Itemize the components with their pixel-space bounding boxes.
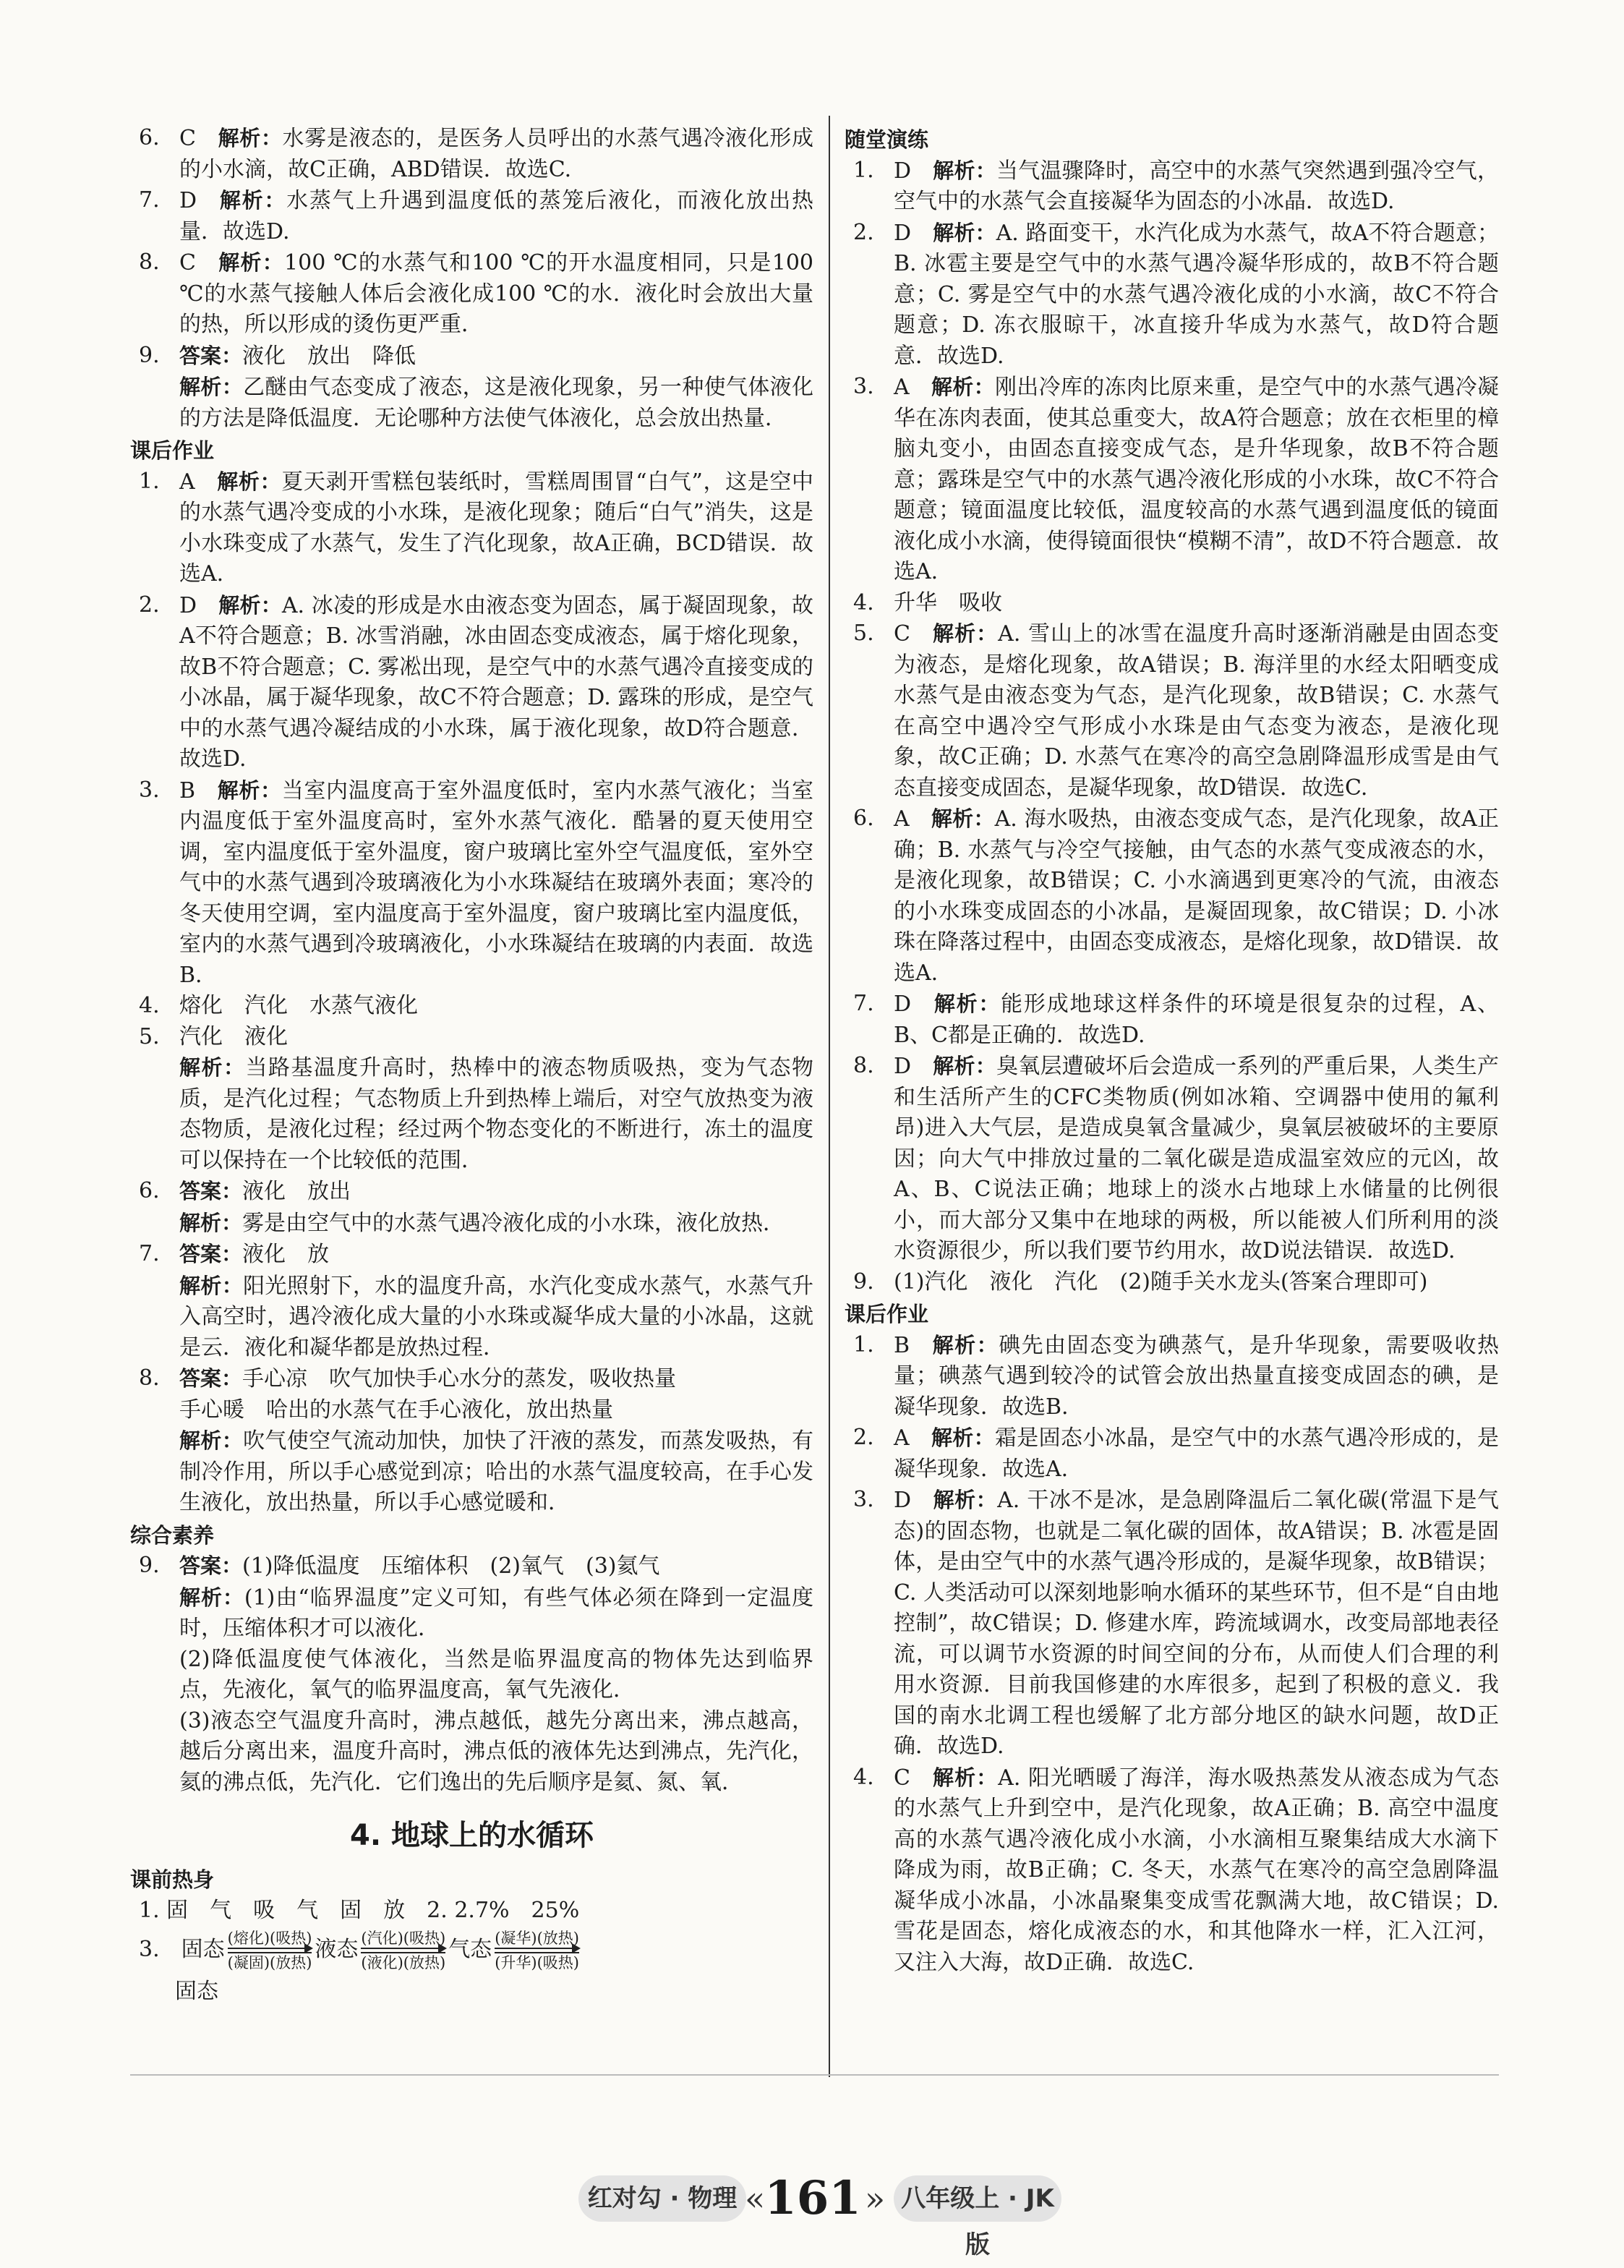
item-number: 5. — [139, 1023, 160, 1049]
item-number: 5. — [853, 621, 874, 646]
answer-text: 夏天剥开雪糕包装纸时，雪糕周围冒“白气”，这是空中的水蒸气遇冷变成的小水珠，是液化现象；随后“白气”消失，这是小水珠变成了水蒸气，发生了汽化现象，故A正确，BCD错误．故选A. — [179, 469, 813, 587]
item-number: 9. — [139, 342, 160, 368]
answer-choice: C — [179, 126, 196, 151]
answer-choice: B — [894, 1332, 910, 1358]
left-column — [130, 123, 821, 2008]
answer-choice: C — [894, 1765, 910, 1791]
answer-text: 刚出冷库的冻肉比原来重，是空气中的水蒸气遇冷凝华在冻肉表面，使其总重变大，故A符合题意；放在衣柜里的樟脑丸变小，由固态直接变成气态，是升华现象，故B不符合题意；露珠是空气中的水蒸气遇冷液化形成的小水珠，故C不符合题意；镜面温度比较低，温度较高的水蒸气遇到温度低的镜面液化成小水滴，使得镜面很快“模糊不清”，故D不符合题意．故选A. — [894, 375, 1499, 584]
answer-text: 阳光照射下，水的温度升高，水汽化变成水蒸气，水蒸气升入高空时，遇冷液化成大量的小水珠或凝华成大量的小冰晶，这就是云．液化和凝华都是放热过程． — [179, 1273, 813, 1360]
answer-subline — [130, 1582, 813, 1799]
answer-label: 解析： — [179, 1273, 244, 1298]
answer-text: 水蒸气上升遇到温度低的蒸笼后液化，而液化放出热量．故选D. — [179, 188, 813, 244]
answer-text: 碘先由固态变为碘蒸气，是升华现象，需要吸收热量；碘蒸气遇到较冷的试管会放出热量直接变成固态的碘，是凝华现象．故选B. — [894, 1332, 1499, 1420]
arrow-forward — [361, 1948, 445, 1952]
footer-right-quote: » — [865, 2179, 886, 2218]
item-number: 4. — [853, 589, 874, 615]
arrow-forward — [228, 1948, 312, 1952]
answer-label: 解析： — [931, 1765, 999, 1790]
item-number: 3. — [139, 1937, 160, 1962]
item-number: 8. — [139, 250, 160, 275]
answer-item — [845, 1330, 1499, 1423]
answer-item — [845, 1485, 1499, 1762]
answer-label: 答案： — [179, 1179, 243, 1203]
answer-text: 当室内温度高于室外温度低时，室内水蒸气液化；当室内温度低于室外温度高时，室外水蒸气液化．酷暑的夏天使用空调，室内温度低于室外温度，窗户玻璃比室外空气温度低，室外空气中的水蒸气遇到冷玻璃液化为小水珠凝结在玻璃外表面；寒冷的冬天使用空调，室内温度高于室外温度，窗户玻璃比室内温度低，室内的水蒸气遇到冷玻璃液化，小水珠凝结在玻璃的内表面．故选B. — [179, 777, 813, 988]
answer-text: A. 路面变干，水汽化成为水蒸气，故A不符合题意；B. 冰雹主要是空气中的水蒸气遇冷凝华形成的，故B不符合题意；C. 雾是空气中的水蒸气遇冷液化成的小水滴，故C不符合题意；D. 冻衣服晾干，冰直接升华成为水蒸气，故D符合题意．故选D. — [894, 220, 1499, 369]
answer-choice: D — [179, 592, 197, 618]
answer-item — [845, 1423, 1499, 1485]
answer-item — [845, 989, 1499, 1051]
state-gas: 气态 — [448, 1937, 492, 1962]
item-number: 2. — [853, 219, 874, 245]
item-number: 3. — [853, 1487, 874, 1512]
answer-label: 解析： — [217, 777, 282, 803]
answer-item — [845, 1267, 1499, 1298]
answer-subline — [130, 1052, 813, 1176]
answer-label: 解析： — [933, 1488, 998, 1512]
answer-text: 液化 放出 — [242, 1179, 351, 1204]
item-number: 9. — [853, 1269, 874, 1295]
section-heading: 综合素养 — [130, 1522, 215, 1548]
answer-item — [130, 1022, 813, 1053]
answer-item — [130, 590, 813, 775]
answer-text: 雾是由空气中的水蒸气遇冷液化成的小水珠，液化放热． — [242, 1210, 785, 1236]
item-number: 7. — [139, 187, 160, 213]
answer-text: A. 雪山上的冰雪在温度升高时逐渐消融是由固态变为液态，是熔化现象，故A错误；B. 海洋里的水经太阳晒变成水蒸气是由液态变为气态，是汽化现象，故B错误；C. 水蒸气在高空中遇冷空气形成小水珠是由气态变为液态，是液化现象，故C正确；D. 水蒸气在寒冷的高空急剧降温形成雪是由气态直接变成固态，是凝华现象，故D错误．故选C. — [894, 621, 1499, 801]
answer-item — [845, 803, 1499, 989]
answer-label: 解析： — [218, 188, 287, 213]
answer-text: 臭氧层遭破坏后会造成一系列的严重后果，人类生产和生活所产生的CFC类物质(例如冰箱、空调器中使用的氟利昂)进入大气层，是造成臭氧含量减少，臭氧层被破坏的主要原因；向大气中排放过量的二氧化碳是造成温室效应的元凶，故A、B、C说法正确；地球上的淡水占地球上水储量的比例很小，而大部分又集中在地球的两极，所以能被人们所利用的淡水资源很少，所以我们要节约用水，故D说法错误．故选D. — [894, 1054, 1499, 1263]
column-divider — [829, 116, 830, 2077]
answer-choice: D — [179, 188, 197, 213]
item-number: 6. — [139, 125, 160, 150]
answer-text: 100 ℃的水蒸气和100 ℃的开水温度相同，只是100 ℃的水蒸气接触人体后会液化成100 ℃的水．液化时会放出大量的热，所以形成的烫伤更严重． — [179, 250, 821, 337]
answer-label: 解析： — [933, 992, 1001, 1016]
answer-label: 解析： — [931, 1332, 999, 1357]
item-number: 2. — [853, 1425, 874, 1450]
answer-item — [845, 1762, 1506, 1979]
answer-label: 答案： — [179, 1553, 243, 1578]
answer-item — [130, 775, 813, 992]
answer-item — [845, 1051, 1499, 1267]
warmup-answers: 1. 固 气 吸 气 固 放 2. 2.7% 25% — [139, 1897, 580, 1923]
answer-choice: A — [894, 375, 910, 400]
arrow-top-label: (凝华)(放热) — [495, 1930, 579, 1947]
answer-item — [130, 247, 821, 341]
arrow-top-label: (汽化)(吸热) — [361, 1930, 446, 1947]
answer-choice: B — [179, 777, 196, 803]
answer-label: 解析： — [218, 592, 282, 618]
answer-text: (1)由“临界温度”定义可知，有些气体必须在降到一定温度时，压缩体积才可以液化． (2)降低温度使气体液化，当然是临界温度高的物体先达到临界点，先液化，氧气的临界温度高，氧气先液化． (3)液态空气温度升高时，沸点越低，越先分离出来，沸点越高，越后分离出来，温度升高时，沸点低的液体先达到沸点，先汽化，氦的沸点低，先汽化．它们逸出的先后顺序是氦、氮、氧． — [179, 1585, 813, 1795]
right-column — [845, 123, 1506, 1978]
answer-text: 当气温骤降时，高空中的水蒸气突然遇到强冷空气，空气中的水蒸气会直接凝华为固态的小冰晶．故选D. — [894, 158, 1499, 214]
footer-rule — [130, 2074, 1499, 2076]
answer-item — [130, 991, 813, 1022]
answer-label: 解析： — [933, 1054, 996, 1078]
answer-text: 乙醚由气态变成了液态，这是液化现象，另一种使气体液化的方法是降低温度．无论哪种方法使气体液化，总会放出热量． — [179, 375, 813, 431]
arrow-bottom-label: (凝固)(放热) — [227, 1954, 312, 1971]
answer-choice: A — [894, 1425, 910, 1451]
answer-label: 解析： — [933, 158, 996, 183]
answer-text: A. 海水吸热，由液态变成气态，是汽化现象，故A正确；B. 水蒸气与冷空气接触，由气态的水蒸气变成液态的水，是液化现象，故B错误；C. 小水滴遇到更寒冷的气流，由液态的小水珠变成固态的小冰晶，是凝固现象，故C错误；D. 小冰珠在降落过程中，由固态变成液态，是熔化现象，故D错误．故选A. — [894, 806, 1499, 986]
answer-item — [845, 155, 1499, 218]
item-number: 7. — [139, 1241, 160, 1266]
item-number: 4. — [853, 1764, 874, 1790]
answer-label: 答案： — [179, 1366, 243, 1391]
answer-label: 解析： — [217, 126, 283, 150]
section-heading: 随堂演练 — [845, 127, 929, 152]
answer-label: 解析： — [179, 1585, 244, 1610]
answer-item — [130, 341, 813, 372]
answer-choice: C — [894, 621, 910, 647]
answer-item — [130, 123, 813, 185]
answer-choice: D — [894, 220, 912, 246]
answer-choice: C — [179, 250, 196, 276]
item-number: 6. — [139, 1178, 160, 1203]
answer-text: 当路基温度升高时，热棒中的液态物质吸热，变为气态物质，是汽化过程；气态物质上升到热棒上端后，对空气放热变为液态物质，是液化过程；经过两个物态变化的不断进行，冻土的温度可以保持在一个比较低的范围． — [179, 1055, 813, 1173]
answer-text: 能形成地球这样条件的环境是很复杂的过程，A、B、C都是正确的．故选D. — [894, 992, 1499, 1048]
answer-choice: D — [894, 1054, 912, 1079]
answer-subline — [130, 1208, 813, 1240]
answer-label: 答案： — [179, 343, 243, 368]
answer-label: 解析： — [179, 375, 244, 399]
answer-item — [130, 1239, 813, 1271]
item-number: 6. — [853, 806, 874, 831]
answer-choice: D — [894, 1488, 912, 1513]
item-number: 8. — [853, 1053, 874, 1078]
answer-text: 吹气使空气流动加快，加快了汗液的蒸发，而蒸发吸热，有制冷作用，所以手心感觉到凉；哈出的水蒸气温度较高，在手心发生液化，放出热量，所以手心感觉暖和． — [179, 1428, 813, 1515]
section-heading: 课后作业 — [130, 438, 215, 463]
answer-label: 解析： — [179, 1055, 246, 1080]
answer-label: 解析： — [931, 621, 999, 646]
item-number: 1. — [853, 1331, 874, 1357]
answer-item — [130, 466, 813, 590]
answer-text: 汽化 液化 — [179, 1023, 288, 1049]
state-liquid: 液态 — [315, 1937, 359, 1962]
answer-item — [130, 1363, 813, 1425]
answer-item — [845, 588, 1499, 619]
state-solid: 固态 — [181, 1937, 225, 1962]
answer-choice: D — [894, 992, 912, 1017]
page-footer — [0, 2162, 1624, 2259]
footer-book-label: 红对勾 · 物理 — [578, 2175, 746, 2222]
answer-subline — [130, 1271, 813, 1364]
answer-text: (1)降低温度 压缩体积 (2)氧气 (3)氦气 — [242, 1553, 660, 1579]
arrow-bottom-label: (液化)(放热) — [361, 1954, 446, 1971]
answer-text: 升华 吸收 — [894, 589, 1002, 615]
item-number: 7. — [853, 991, 874, 1016]
item-number: 1. — [139, 468, 160, 494]
answer-item — [130, 1551, 813, 1582]
answer-text: 水雾是液态的，是医务人员呼出的水蒸气遇冷液化形成的小水滴，故C正确，ABD错误．故选C. — [179, 126, 813, 182]
answer-subline — [130, 372, 813, 434]
answer-choice: D — [894, 158, 912, 184]
answer-text: 液化 放 — [242, 1242, 330, 1267]
answer-subline — [130, 1425, 813, 1519]
answer-choice: A — [179, 469, 195, 495]
page-number: 161 — [764, 2171, 861, 2225]
answer-item — [130, 1176, 813, 1208]
item-number: 3. — [853, 374, 874, 399]
answer-label: 解析： — [217, 250, 285, 275]
arrow-solid-liquid — [228, 1929, 312, 1972]
item-number: 1. — [853, 157, 874, 183]
state-solid-end: 固态 — [175, 1979, 218, 2004]
answer-text: 熔化 汽化 水蒸气液化 — [179, 993, 418, 1018]
section-heading: 课后作业 — [845, 1302, 929, 1326]
item-number: 3. — [139, 777, 160, 803]
answer-text: A. 冰凌的形成是水由液态变为固态，属于凝固现象，故A不符合题意；B. 冰雪消融，冰由固态变成液态，属于熔化现象，故B不符合题意；C. 雾凇出现，是空气中的水蒸气遇冷直接变成的小冰晶，属于凝华现象，故C不符合题意；D. 露珠的形成，是空气中的水蒸气遇冷凝结成的小水珠，属于液化现象，故D符合题意．故选D. — [179, 592, 813, 772]
answer-item — [845, 372, 1499, 588]
answer-text: 手心凉 吹气加快手心水分的蒸发，吸收热量 手心暖 哈出的水蒸气在手心液化，放出热量 — [179, 1366, 677, 1423]
answer-choice: A — [894, 806, 910, 832]
arrow-top-label: (熔化)(吸热) — [227, 1930, 312, 1947]
answer-text: A. 阳光晒暖了海洋，海水吸热蒸发从液态成为气态的水蒸气上升到空中，是汽化现象，故A正确；B. 高空中温度高的水蒸气遇冷液化成小水滴，小水滴相互聚集结成大水滴下降成为雨，故B正确；C. 冬天，水蒸气在寒冷的高空急剧降温凝华成小冰晶，小冰晶聚集变成雪花飘满大地，故C错误；D. 雪花是固态，熔化成液态的水，和其他降水一样，汇入江河，又注入大海，故D正确．故选C. — [894, 1765, 1506, 1975]
item-number: 4. — [139, 993, 160, 1018]
arrow-forward — [495, 1948, 579, 1952]
section-title: 4. 地球上的水循环 — [350, 1819, 594, 1852]
answer-text: 霜是固态小冰晶，是空气中的水蒸气遇冷形成的，是凝华现象．故选A. — [894, 1425, 1499, 1482]
answer-item — [130, 185, 813, 247]
answer-label: 解析： — [179, 1428, 244, 1453]
item-number: 8. — [139, 1365, 160, 1391]
arrow-liquid-gas — [361, 1929, 445, 1972]
state-cycle — [130, 1929, 813, 1972]
state-cycle-end — [130, 1977, 813, 2008]
section-heading: 课前热身 — [130, 1867, 215, 1892]
footer-left-quote: « — [745, 2179, 766, 2218]
item-number: 2. — [139, 592, 160, 618]
answer-item — [845, 218, 1499, 372]
answer-label: 解析： — [933, 220, 996, 245]
answer-label: 解析： — [216, 469, 282, 494]
answer-label: 答案： — [179, 1242, 243, 1266]
answer-label: 解析： — [931, 1425, 995, 1450]
answer-label: 解析： — [931, 806, 995, 831]
arrow-bottom-label: (升华)(吸热) — [495, 1954, 579, 1971]
footer-grade-label: 八年级上 · JK版 — [894, 2175, 1061, 2222]
answer-label: 解析： — [931, 375, 995, 399]
answer-label: 解析： — [179, 1210, 243, 1235]
answer-text: A. 干冰不是冰，是急剧降温后二氧化碳(常温下是气态)的固态物，也就是二氧化碳的固体，故A错误；B. 冰雹是固体，是由空气中的水蒸气遇冷形成的，是凝华现象，故B错误；C. 人类活动可以深刻地影响水循环的某些环节，但不是“自由地控制”，故C错误；D. 修建水库，跨流域调水，改变局部地表径流，可以调节水资源的时间空间的分布，从而使人们合理的利用水资源．目前我国修建的水库很多，起到了积极的意义．我国的南水北调工程也缓解了北方部分地区的缺水问题，故D正确．故选D. — [894, 1488, 1499, 1759]
answer-text: 液化 放出 降低 — [242, 343, 416, 369]
warmup-line — [130, 1896, 813, 1927]
answer-text: (1)汽化 液化 汽化 (2)随手关水龙头(答案合理即可) — [894, 1269, 1428, 1295]
answer-item — [845, 618, 1499, 803]
item-number: 9. — [139, 1553, 160, 1578]
arrow-gas-solid — [495, 1929, 579, 1972]
